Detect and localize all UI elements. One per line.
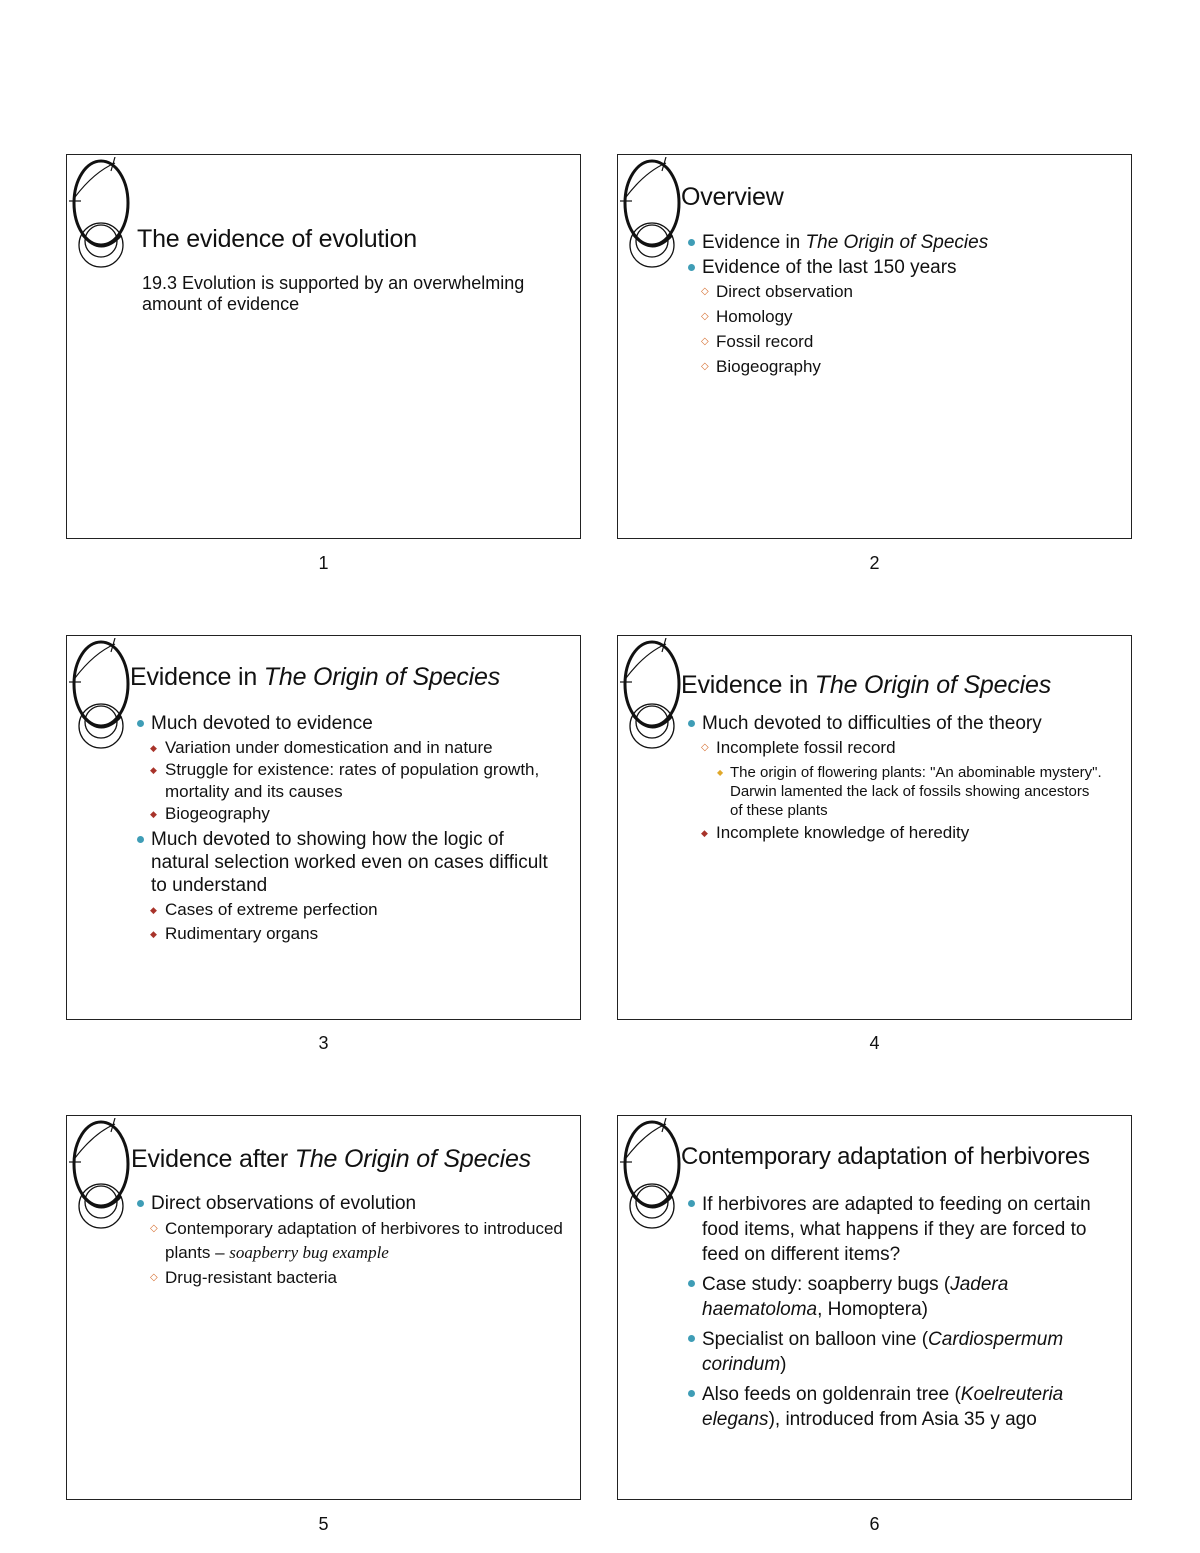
list-item: Much devoted to evidence bbox=[133, 712, 553, 735]
page-number: 6 bbox=[869, 1514, 880, 1534]
page-number: 2 bbox=[869, 553, 880, 573]
list-item: ◆ Cases of extreme perfection bbox=[149, 899, 553, 921]
evolution-logo-icon bbox=[69, 1118, 139, 1233]
list-item: Much devoted to showing how the logic of natural selection worked even on cases difficult to understand bbox=[133, 828, 553, 897]
slide-subtitle: 19.3 Evolution is supported by an overwhelming amount of evidence bbox=[142, 273, 525, 314]
list-item: ◇ Homology bbox=[700, 306, 1114, 328]
list-item: ◇ Contemporary adaptation of herbivores to introduced plants – soapberry bug example bbox=[149, 1217, 563, 1265]
bullet-list bbox=[684, 712, 1104, 844]
list-item: Direct observations of evolution bbox=[133, 1192, 563, 1215]
evolution-logo-icon bbox=[620, 157, 690, 272]
slide-title: Overview bbox=[681, 183, 784, 211]
bullet-list bbox=[684, 231, 1114, 378]
page-number: 3 bbox=[318, 1033, 329, 1053]
bullet-list bbox=[133, 1192, 563, 1289]
slide-title: Evidence after The Origin of Species bbox=[131, 1145, 531, 1173]
list-item: If herbivores are adapted to feeding on certain food items, what happens if they are forced to feed on different items? bbox=[684, 1192, 1114, 1267]
evolution-logo-icon bbox=[69, 157, 139, 272]
slide-title: Evidence in The Origin of Species bbox=[130, 663, 500, 691]
list-item: ◇ Biogeography bbox=[700, 356, 1114, 378]
list-item: ◆ Biogeography bbox=[149, 803, 553, 825]
slide-4 bbox=[617, 635, 1132, 1020]
list-item: ◆ Rudimentary organs bbox=[149, 923, 553, 945]
page-number: 5 bbox=[318, 1514, 329, 1534]
slide-title: Evidence in The Origin of Species bbox=[681, 671, 1051, 699]
slide-3 bbox=[66, 635, 581, 1020]
bullet-list bbox=[133, 712, 553, 945]
evolution-logo-icon bbox=[69, 638, 139, 753]
slide-title: The evidence of evolution bbox=[137, 225, 417, 253]
list-item: ◇ Drug-resistant bacteria bbox=[149, 1267, 563, 1289]
slide-5 bbox=[66, 1115, 581, 1500]
page-number: 1 bbox=[318, 553, 329, 573]
list-item: ◆ Variation under domestication and in nature bbox=[149, 737, 553, 759]
slide-1 bbox=[66, 154, 581, 539]
list-item: Evidence of the last 150 years bbox=[684, 256, 1114, 279]
list-item: ◆ Incomplete knowledge of heredity bbox=[700, 822, 1104, 844]
slide-2 bbox=[617, 154, 1132, 539]
slide-title: Contemporary adaptation of herbivores bbox=[681, 1143, 1090, 1170]
list-item: Evidence in The Origin of Species bbox=[684, 231, 1114, 254]
list-item: Specialist on balloon vine (Cardiospermum corindum) bbox=[684, 1327, 1114, 1377]
evolution-logo-icon bbox=[620, 1118, 690, 1233]
evolution-logo-icon bbox=[620, 638, 690, 753]
bullet-list bbox=[684, 1192, 1114, 1437]
list-item: ◇ Incomplete fossil record bbox=[700, 737, 1104, 759]
list-item: Also feeds on goldenrain tree (Koelreuteria elegans), introduced from Asia 35 y ago bbox=[684, 1382, 1114, 1432]
list-item: Case study: soapberry bugs (Jadera haematoloma, Homoptera) bbox=[684, 1272, 1114, 1322]
list-item: ◇ Fossil record bbox=[700, 331, 1114, 353]
list-item: ◆ The origin of flowering plants: "An abominable mystery". Darwin lamented the lack of fossils showing ancestors of these plants bbox=[716, 763, 1104, 820]
list-item: ◆ Struggle for existence: rates of population growth, mortality and its causes bbox=[149, 759, 553, 803]
slide-6 bbox=[617, 1115, 1132, 1500]
page-number: 4 bbox=[869, 1033, 880, 1053]
list-item: ◇ Direct observation bbox=[700, 281, 1114, 303]
list-item: Much devoted to difficulties of the theory bbox=[684, 712, 1104, 735]
